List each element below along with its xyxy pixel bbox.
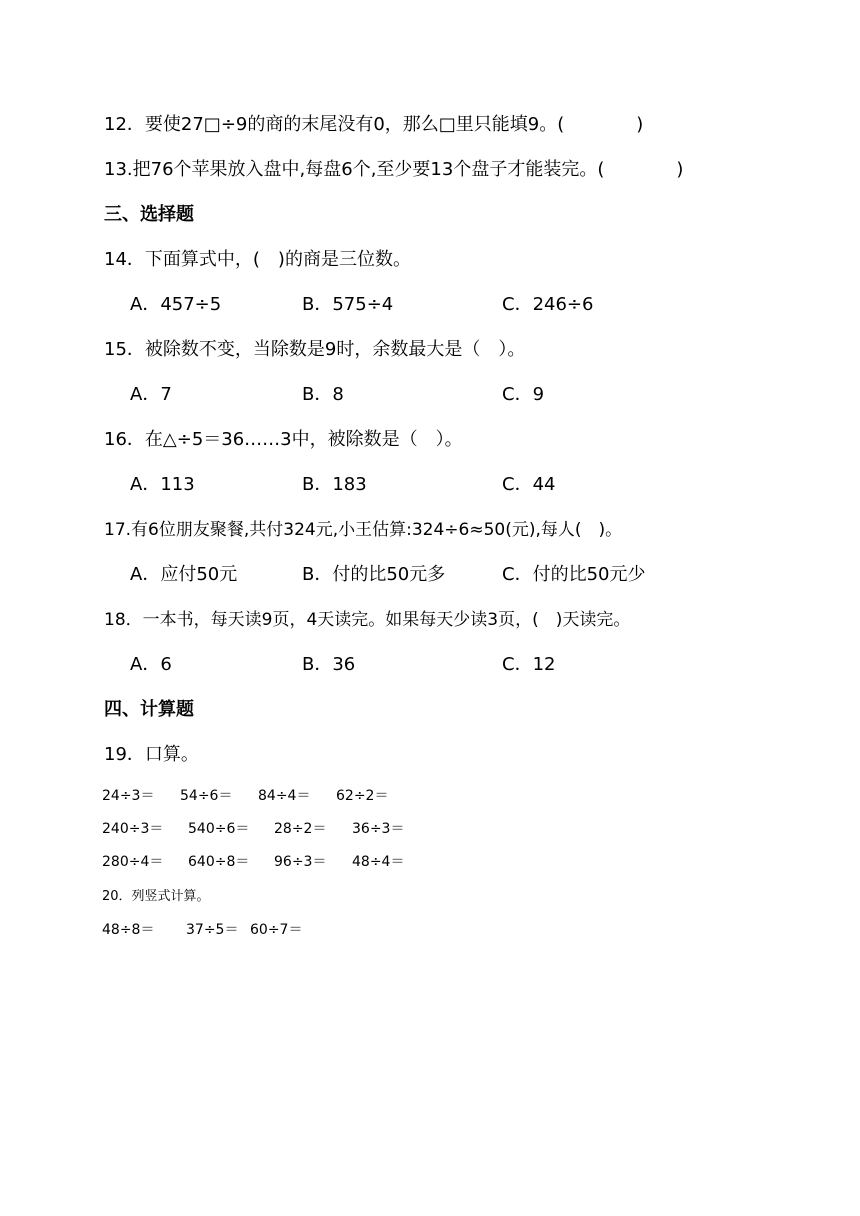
oral-calc-item: 48÷4＝ bbox=[352, 854, 405, 870]
question-18-option-b: B．36 bbox=[302, 654, 356, 675]
question-15-option-c: C．9 bbox=[502, 384, 545, 405]
question-13: 13.把76个苹果放入盘中,每盘6个,至少要13个盘子才能装完。( ) bbox=[104, 159, 684, 180]
question-17-option-a: A．应付50元 bbox=[130, 564, 238, 585]
question-14-option-c: C．246÷6 bbox=[502, 294, 594, 315]
question-17-option-b: B．付的比50元多 bbox=[302, 564, 446, 585]
oral-calc-item: 54÷6＝ bbox=[180, 788, 233, 804]
question-15-option-b: B．8 bbox=[302, 384, 344, 405]
vertical-calc-item: 48÷8＝ bbox=[102, 922, 155, 938]
oral-calc-item: 28÷2＝ bbox=[274, 821, 327, 837]
oral-calc-item: 24÷3＝ bbox=[102, 788, 155, 804]
question-18-stem: 18．一本书，每天读9页，4天读完。如果每天少读3页，( )天读完。 bbox=[104, 610, 631, 630]
question-20-stem: 20．列竖式计算。 bbox=[102, 889, 210, 904]
section-heading-choice: 三、选择题 bbox=[104, 204, 194, 225]
question-16-stem: 16．在△÷5＝36……3中，被除数是（ ）。 bbox=[104, 429, 463, 450]
question-17-stem: 17.有6位朋友聚餐,共付324元,小王估算:324÷6≈50(元),每人( )。 bbox=[104, 520, 623, 540]
oral-calc-item: 62÷2＝ bbox=[336, 788, 389, 804]
section-heading-calculation: 四、计算题 bbox=[104, 699, 194, 720]
oral-calc-item: 84÷4＝ bbox=[258, 788, 311, 804]
question-19-stem: 19．口算。 bbox=[104, 744, 199, 765]
question-14-option-a: A．457÷5 bbox=[130, 294, 222, 315]
question-14-option-b: B．575÷4 bbox=[302, 294, 394, 315]
question-18-option-a: A．6 bbox=[130, 654, 172, 675]
oral-calc-item: 36÷3＝ bbox=[352, 821, 405, 837]
vertical-calc-item: 60÷7＝ bbox=[250, 922, 303, 938]
question-16-option-a: A．113 bbox=[130, 474, 195, 495]
question-15-option-a: A．7 bbox=[130, 384, 172, 405]
oral-calc-item: 540÷6＝ bbox=[188, 821, 250, 837]
oral-calc-item: 280÷4＝ bbox=[102, 854, 164, 870]
question-18-option-c: C．12 bbox=[502, 654, 556, 675]
oral-calc-item: 96÷3＝ bbox=[274, 854, 327, 870]
question-16-option-c: C．44 bbox=[502, 474, 556, 495]
question-14-stem: 14．下面算式中，( )的商是三位数。 bbox=[104, 249, 411, 270]
vertical-calc-item: 37÷5＝ bbox=[186, 922, 239, 938]
question-16-option-b: B．183 bbox=[302, 474, 367, 495]
question-12: 12．要使27□÷9的商的末尾没有0，那么□里只能填9。( ) bbox=[104, 114, 644, 135]
oral-calc-item: 640÷8＝ bbox=[188, 854, 250, 870]
question-15-stem: 15．被除数不变，当除数是9时，余数最大是（ ）。 bbox=[104, 339, 526, 360]
oral-calc-item: 240÷3＝ bbox=[102, 821, 164, 837]
question-17-option-c: C．付的比50元少 bbox=[502, 564, 646, 585]
